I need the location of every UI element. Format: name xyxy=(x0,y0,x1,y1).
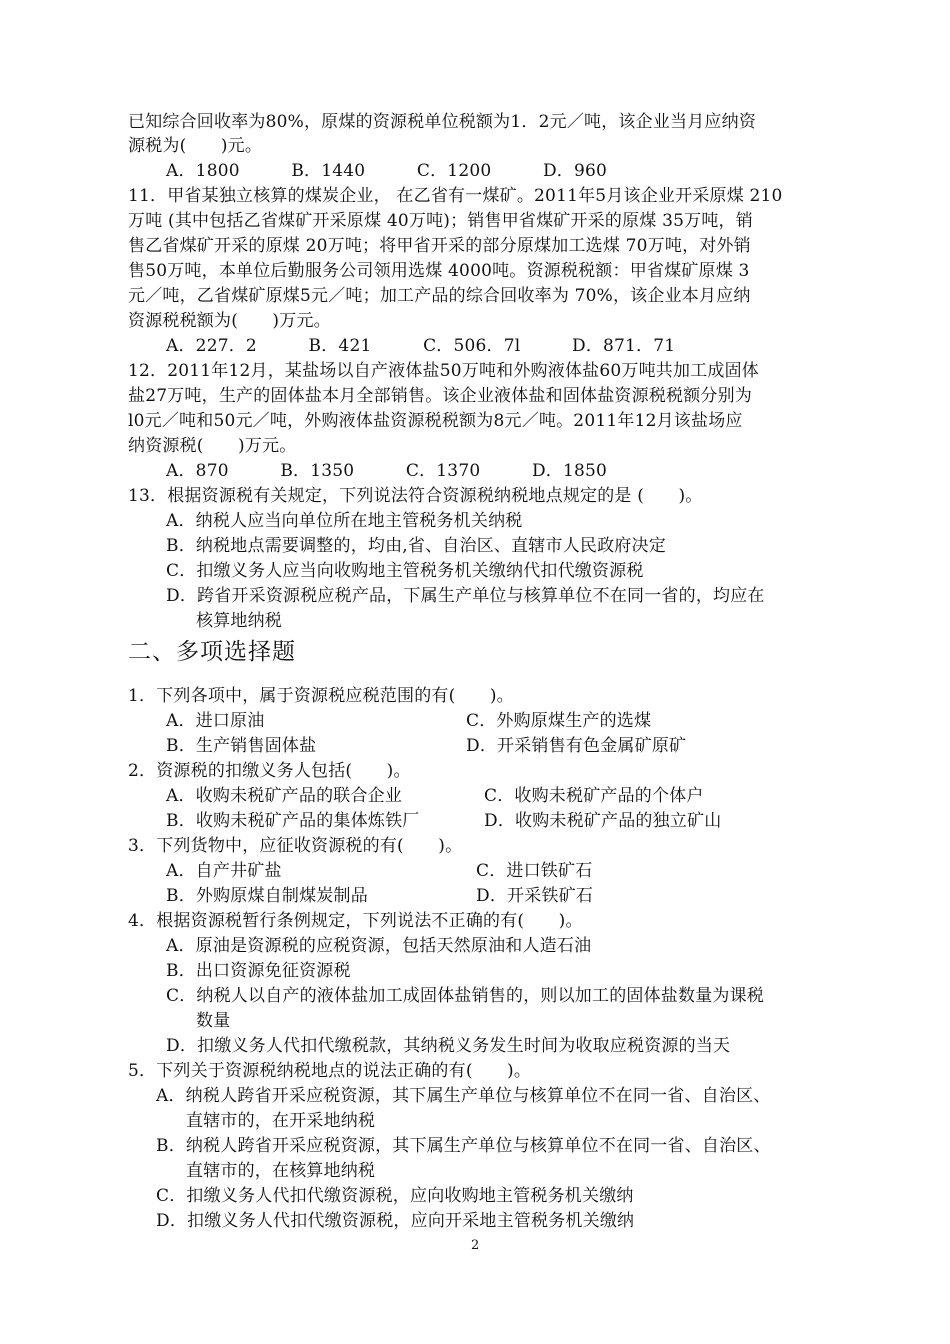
text-line: 已知综合回收率为80%，原煤的资源税单位税额为1．2元／吨，该企业当月应纳资 xyxy=(128,112,757,132)
page-number: 2 xyxy=(471,1238,480,1253)
option-d: D．收购未税矿产品的独立矿山 xyxy=(484,811,722,831)
option-b: B．出口资源免征资源税 xyxy=(166,961,351,981)
text-line: 核算地纳税 xyxy=(196,611,282,631)
option-b: B．纳税人跨省开采应税资源，其下属生产单位与核算单位不在同一省、自治区、 xyxy=(156,1136,771,1156)
text-line: 资源税税额为( )万元。 xyxy=(128,311,331,331)
question-13: 13．根据资源税有关规定，下列说法符合资源税纳税地点规定的是 ( )。 xyxy=(128,486,703,506)
text-line: 直辖市的，在开采地纳税 xyxy=(186,1111,376,1131)
option-d: D．跨省开采资源税应税产品，下属生产单位与核算单位不在同一省的，均应在 xyxy=(166,586,765,606)
question-12: 12．2011年12月，某盐场以自产液体盐50万吨和外购液体盐60万吨共加工成固体 xyxy=(128,361,759,381)
options-row: A．227．2 B．421 C．506．7l D．871．71 xyxy=(166,336,676,356)
options-row: A．1800 B．1440 C．1200 D．960 xyxy=(166,161,608,181)
option-c: C．纳税人以自产的液体盐加工成固体盐销售的，则以加工的固体盐数量为课税 xyxy=(166,986,765,1006)
option-a: A．纳税人跨省开采应税资源，其下属生产单位与核算单位不在同一省、自治区、 xyxy=(156,1086,771,1106)
option-c: C．进口铁矿石 xyxy=(476,861,593,881)
question-4: 4．根据资源税暂行条例规定，下列说法不正确的有( )。 xyxy=(128,911,583,931)
question-2: 2．资源税的扣缴义务人包括( )。 xyxy=(128,761,411,781)
option-d: D．扣缴义务人代扣代缴资源税，应向开采地主管税务机关缴纳 xyxy=(156,1211,635,1231)
text-line: 元／吨，乙省煤矿原煤5元／吨；加工产品的综合回收率为 70%，该企业本月应纳 xyxy=(128,286,751,306)
option-c: C．扣缴义务人代扣代缴资源税，应向收购地主管税务机关缴纳 xyxy=(156,1186,634,1206)
question-1: 1．下列各项中，属于资源税应税范围的有( )。 xyxy=(128,686,514,706)
option-b: B．收购未税矿产品的集体炼铁厂 xyxy=(166,811,420,831)
option-b: B．生产销售固体盐 xyxy=(166,736,317,756)
option-b: B．纳税地点需要调整的，均由,省、自治区、直辖市人民政府决定 xyxy=(166,536,666,556)
question-3: 3．下列货物中，应征收资源税的有( )。 xyxy=(128,836,463,856)
text-line: 万吨 (其中包括乙省煤矿开采原煤 40万吨)；销售甲省煤矿开采的原煤 35万吨，销 xyxy=(128,211,753,231)
options-row: A．870 B．1350 C．1370 D．1850 xyxy=(166,461,608,481)
text-line: 纳资源税( )万元。 xyxy=(128,436,297,456)
text-line: 盐27万吨，生产的固体盐本月全部销售。该企业液体盐和固体盐资源税税额分别为 xyxy=(128,386,753,406)
text-line: 售50万吨，本单位后勤服务公司领用选煤 4000吨。资源税税额：甲省煤矿原煤 3 xyxy=(128,261,750,281)
option-c: C．扣缴义务人应当向收购地主管税务机关缴纳代扣代缴资源税 xyxy=(166,561,644,581)
option-d: D．开采销售有色金属矿原矿 xyxy=(466,736,687,756)
text-line: 数量 xyxy=(196,1011,231,1031)
option-a: A．收购未税矿产品的联合企业 xyxy=(166,786,403,806)
option-a: A．自产井矿盐 xyxy=(166,861,282,881)
option-d: D．开采铁矿石 xyxy=(476,886,594,906)
text-line: l0元／吨和50元／吨，外购液体盐资源税税额为8元／吨。2011年12月该盐场应 xyxy=(128,411,743,431)
option-c: C．收购未税矿产品的个体户 xyxy=(484,786,704,806)
text-line: 直辖市的，在核算地纳税 xyxy=(186,1161,376,1181)
option-b: B．外购原煤自制煤炭制品 xyxy=(166,886,368,906)
text-line: 源税为( )元。 xyxy=(128,136,263,156)
text-line: 售乙省煤矿开采的原煤 20万吨；将甲省开采的部分原煤加工选煤 70万吨，对外销 xyxy=(128,236,751,256)
question-11: 11．甲省某独立核算的煤炭企业， 在乙省有一煤矿。2011年5月该企业开采原煤 210 xyxy=(128,186,783,206)
option-a: A．进口原油 xyxy=(166,711,265,731)
question-5: 5．下列关于资源税纳税地点的说法正确的有( )。 xyxy=(128,1061,532,1081)
section-heading: 二、多项选择题 xyxy=(128,639,296,665)
option-a: A．纳税人应当向单位所在地主管税务机关纳税 xyxy=(166,511,523,531)
option-d: D．扣缴义务人代扣代缴税款，其纳税义务发生时间为收取应税资源的当天 xyxy=(166,1036,731,1056)
option-c: C．外购原煤生产的选煤 xyxy=(466,711,652,731)
option-a: A．原油是资源税的应税资源，包括天然原油和人造石油 xyxy=(166,936,592,956)
